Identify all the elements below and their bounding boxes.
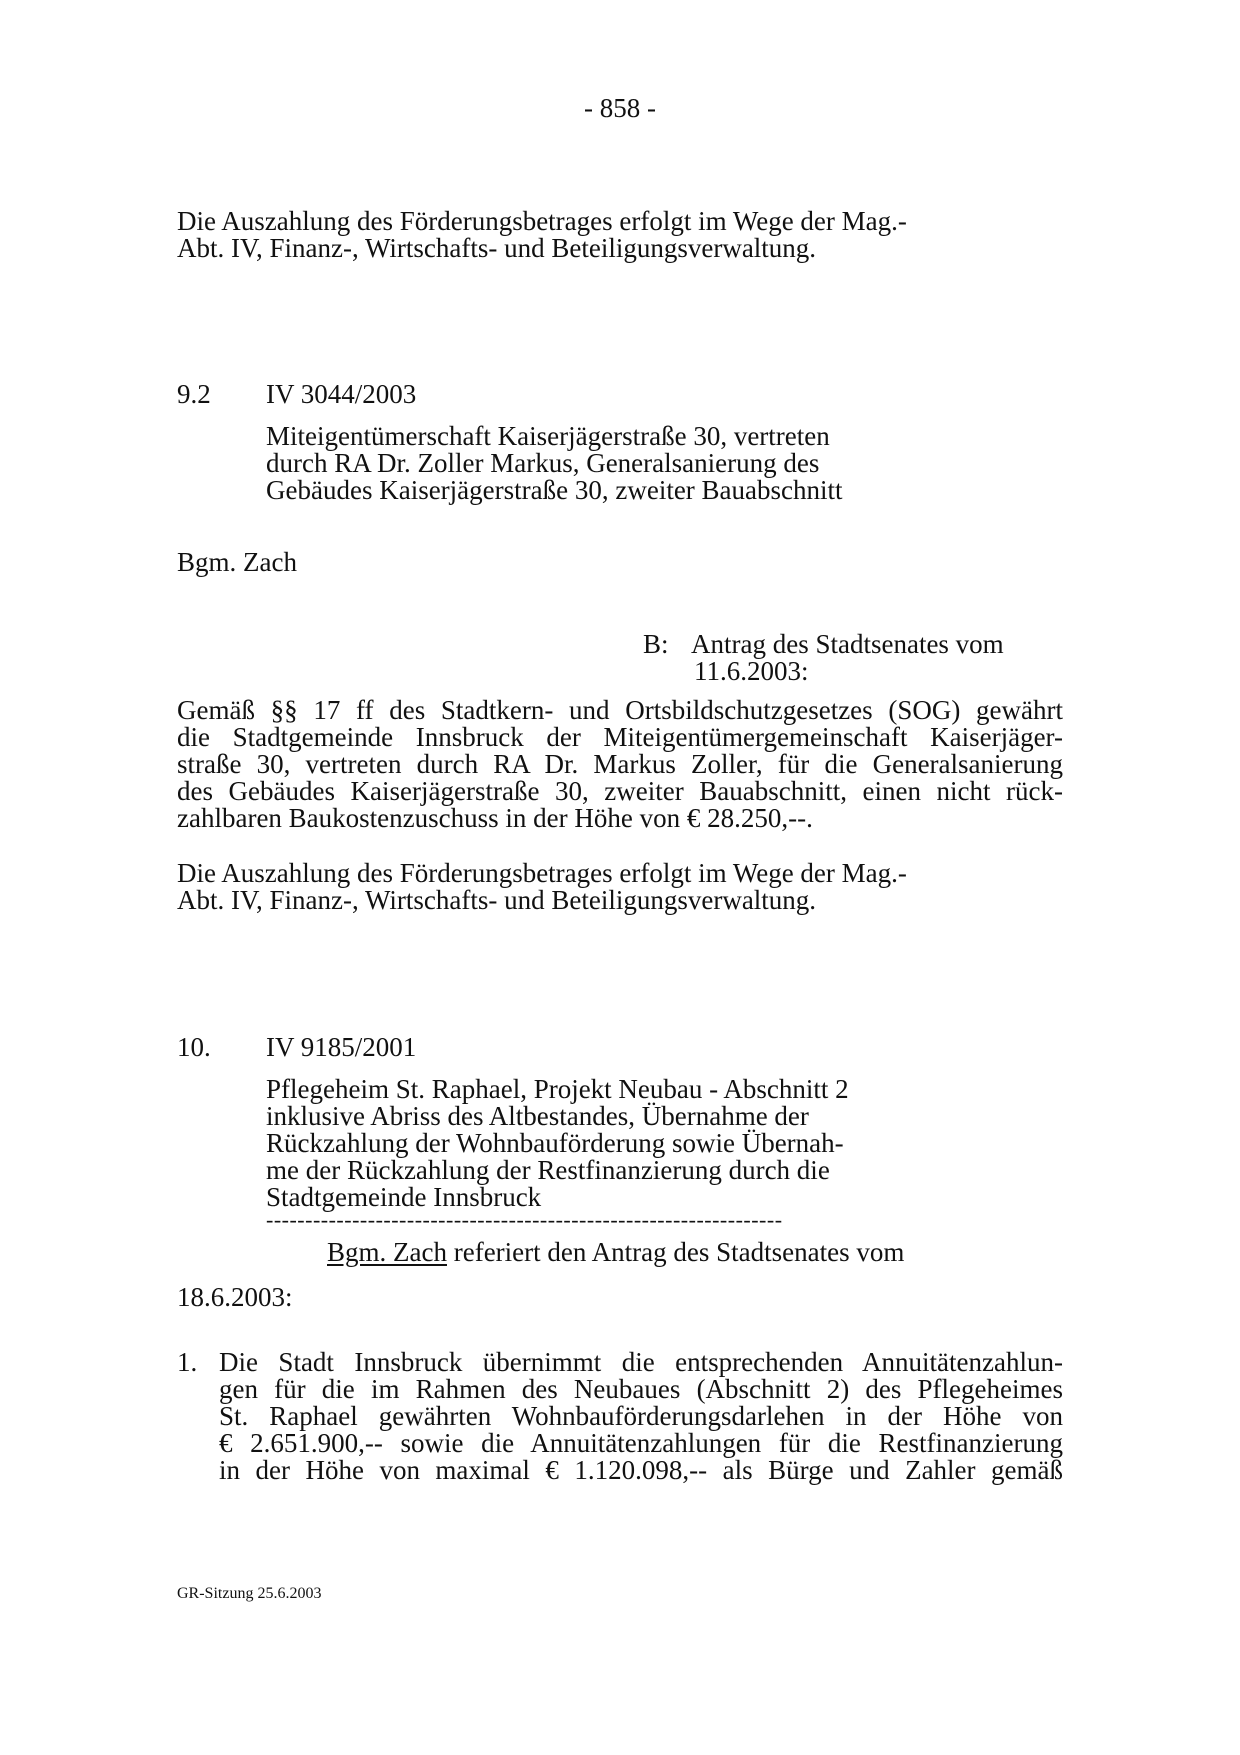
payout-note-top — [177, 208, 907, 262]
subject-line: Pflegeheim St. Raphael, Projekt Neubau - Abschnitt 2 — [266, 1074, 849, 1104]
motion-label-9-2: B: — [643, 629, 669, 659]
point-line: € 2.651.900,-- sowie die Annuitätenzahlungen für die Restfinanzierung — [219, 1428, 1063, 1458]
separator-line: ------------------------------------------------------------------ — [266, 1207, 783, 1232]
item-number-9-2: 9.2 — [177, 379, 211, 409]
intro-date-10: 18.6.2003: — [177, 1282, 293, 1312]
body-line: des Gebäudes Kaiserjägerstraße 30, zweiter Bauabschnitt, einen nicht rück- — [177, 776, 1063, 806]
motion-line: Antrag des Stadtsenates vom — [691, 629, 1004, 659]
subject-line: Miteigentümerschaft Kaiserjägerstraße 30, vertreten — [266, 421, 830, 451]
text-line: Abt. IV, Finanz-, Wirtschafts- und Beteiligungsverwaltung. — [177, 885, 817, 915]
body-line: Gemäß §§ 17 ff des Stadtkern- und Ortsbildschutzgesetzes (SOG) gewährt — [177, 695, 1063, 725]
subject-line: durch RA Dr. Zoller Markus, Generalsanierung des — [266, 448, 820, 478]
intro-text: referiert den Antrag des Stadtsenates vom — [446, 1237, 905, 1267]
item-reference-10: IV 9185/2001 — [266, 1032, 417, 1062]
motion-line: 11.6.2003: — [694, 656, 809, 686]
footer-session: GR-Sitzung 25.6.2003 — [177, 1585, 322, 1602]
point-line: gen für die im Rahmen des Neubaues (Abschnitt 2) des Pflegeheimes — [219, 1374, 1063, 1404]
subject-line: Stadtgemeinde Innsbruck — [266, 1182, 542, 1212]
item-number-10: 10. — [177, 1032, 211, 1062]
item-subject-9-2 — [266, 423, 843, 504]
subject-line: Rückzahlung der Wohnbauförderung sowie Übernah- — [266, 1128, 844, 1158]
speaker-10: Bgm. Zach — [327, 1237, 447, 1267]
motion-body-9-2 — [177, 697, 1063, 832]
text-line: Die Auszahlung des Förderungsbetrages erfolgt im Wege der Mag.- — [177, 858, 907, 888]
text-line: Die Auszahlung des Förderungsbetrages erfolgt im Wege der Mag.- — [177, 206, 907, 236]
point-line: in der Höhe von maximal € 1.120.098,-- als Bürge und Zahler gemäß — [219, 1455, 1063, 1485]
point-number-1: 1. — [177, 1347, 198, 1377]
subject-line: me der Rückzahlung der Restfinanzierung durch die — [266, 1155, 830, 1185]
body-line: straße 30, vertreten durch RA Dr. Markus Zoller, für die Generalsanierung — [177, 749, 1063, 779]
point-line: St. Raphael gewährten Wohnbauförderungsdarlehen in der Höhe von — [219, 1401, 1063, 1431]
point-line: Die Stadt Innsbruck übernimmt die entsprechenden Annuitätenzahlun- — [219, 1347, 1063, 1377]
text-line: Abt. IV, Finanz-, Wirtschafts- und Beteiligungsverwaltung. — [177, 233, 817, 263]
subject-line: Gebäudes Kaiserjägerstraße 30, zweiter Bauabschnitt — [266, 475, 843, 505]
item-subject-10 — [266, 1076, 849, 1211]
speaker-9-2: Bgm. Zach — [177, 547, 297, 577]
point-1-text — [219, 1349, 1063, 1484]
page-number: - 858 - — [584, 93, 656, 123]
subject-line: inklusive Abriss des Altbestandes, Übernahme der — [266, 1101, 809, 1131]
payout-note-9-2 — [177, 860, 907, 914]
item-reference-9-2: IV 3044/2003 — [266, 379, 417, 409]
body-line: zahlbaren Baukostenzuschuss in der Höhe von € 28.250,--. — [177, 803, 813, 833]
body-line: die Stadtgemeinde Innsbruck der Miteigentümergemeinschaft Kaiserjäger- — [177, 722, 1063, 752]
motion-heading-9-2 — [691, 631, 1004, 685]
intro-line-10 — [327, 1239, 904, 1266]
